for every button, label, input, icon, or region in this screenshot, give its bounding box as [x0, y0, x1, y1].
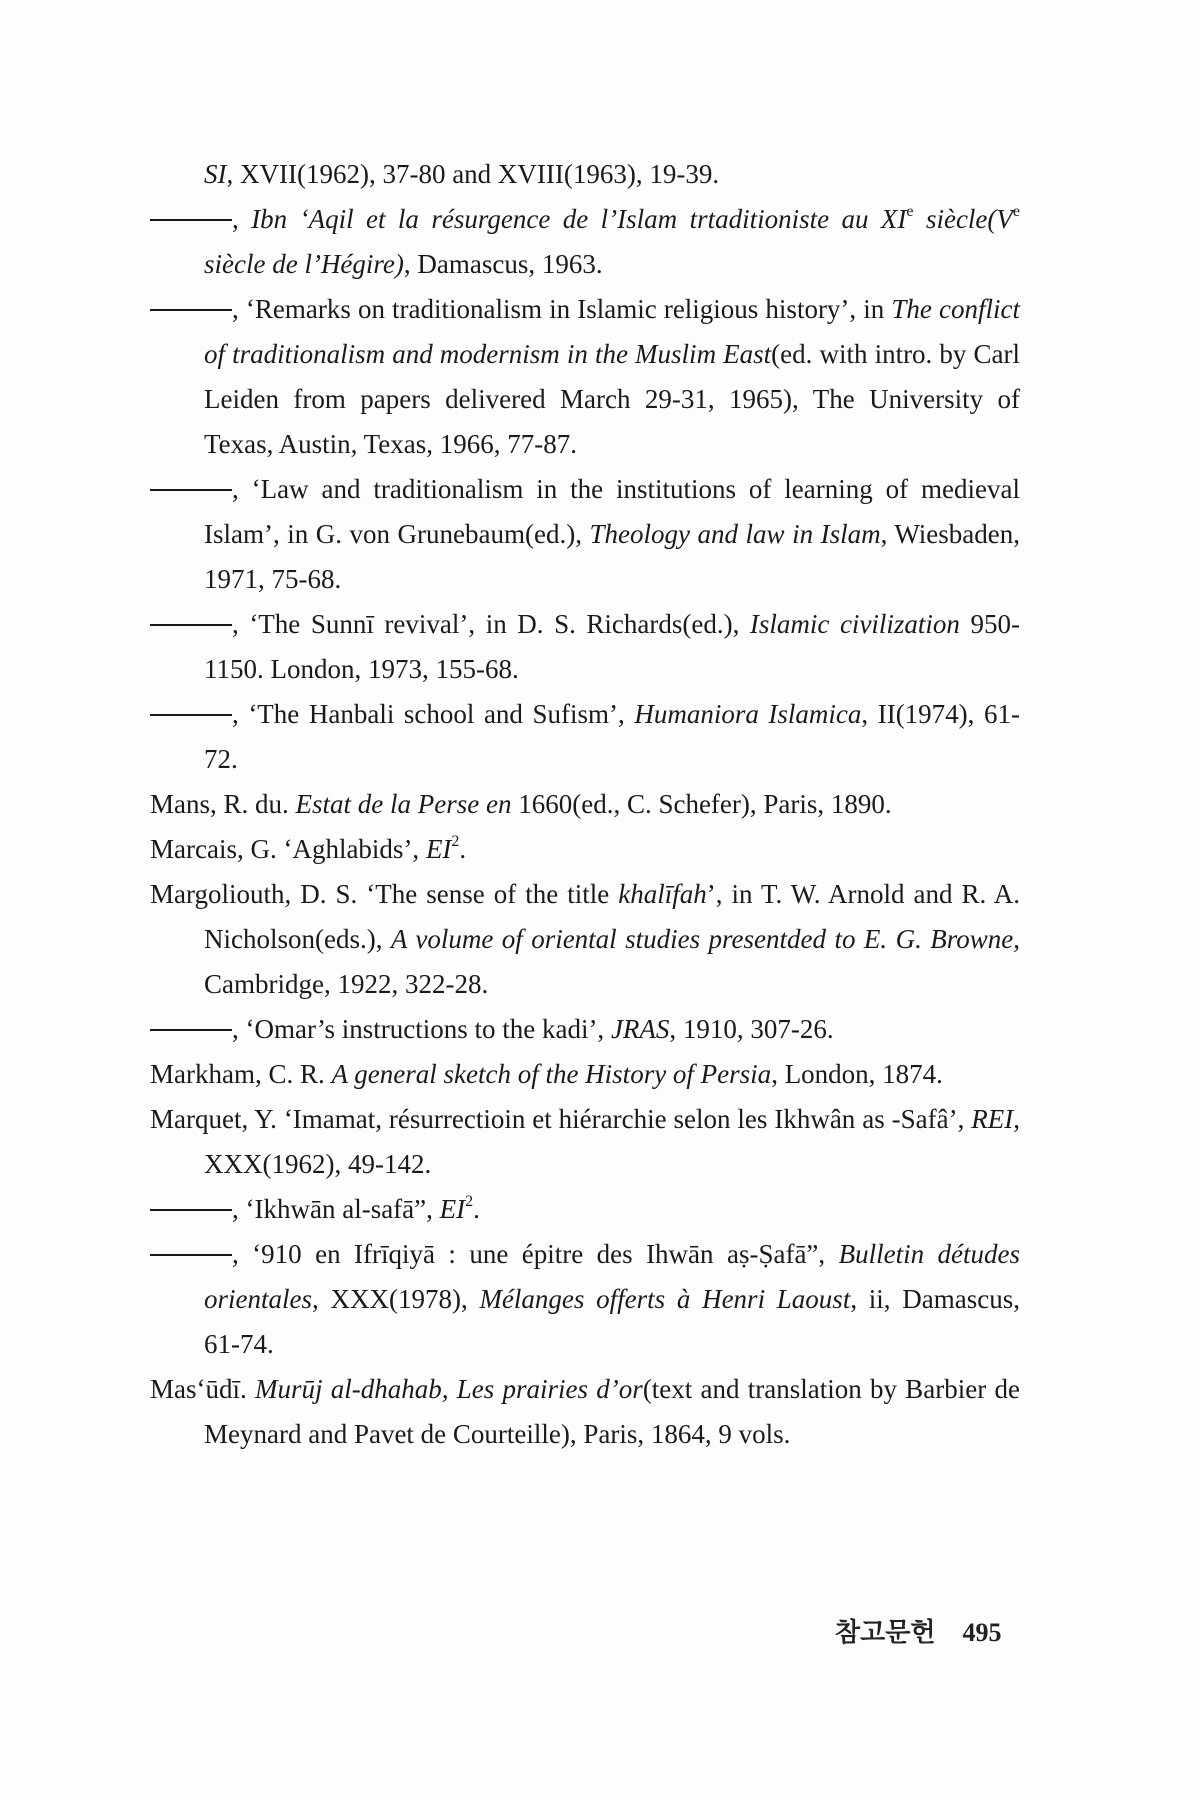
entry-text: ,	[232, 204, 252, 234]
italic-title: Estat de la Perse en	[295, 789, 512, 819]
entry-text: Margoliouth, D. S. ‘The sense of the title	[150, 879, 619, 909]
entry-text: , XXX(1978),	[312, 1284, 480, 1314]
entry-text: Marquet, Y. ‘Imamat, résurrectioin et hiérarchie selon les Ikhwân as -Safâ’,	[150, 1104, 972, 1134]
page-footer	[835, 1612, 1002, 1649]
entry-text: , 1910, 307-26.	[669, 1014, 834, 1044]
entry-text: , ii, Damascus, 61-74.	[204, 1284, 1020, 1359]
italic-title: Islamic civilization	[749, 609, 960, 639]
italic-title: REI	[971, 1104, 1014, 1134]
entry-text: (text and translation by Barbier de Meynard and Pavet de Courteille), Paris, 1864, 9 vols.	[204, 1374, 1020, 1449]
entry-text: 1660(ed., C. Schefer), Paris, 1890.	[511, 789, 892, 819]
ditto-dash	[150, 1209, 232, 1211]
italic-title: Theology and law in Islam	[589, 519, 881, 549]
bibliography-entry	[150, 692, 1020, 782]
bibliography-entry	[150, 1187, 1020, 1232]
entry-text: , ‘Ikhwān al-safā”,	[232, 1194, 440, 1224]
entry-text: ’, in T. W. Arnold and R. A. Nicholson(eds.),	[204, 879, 1021, 954]
entry-text: Mas‘ūdī.	[150, 1374, 256, 1404]
italic-title: SI	[204, 159, 227, 189]
entry-text: Markham, C. R.	[150, 1059, 332, 1089]
page-number: 495	[962, 1618, 1002, 1647]
italic-title: EI	[439, 1194, 466, 1224]
ditto-dash	[150, 309, 232, 311]
entry-text: Marcais, G. ‘Aghlabids’,	[150, 834, 426, 864]
entry-text: .	[459, 834, 467, 864]
ditto-dash	[150, 1254, 232, 1256]
bibliography-entry	[150, 1367, 1020, 1457]
entry-text: , II(1974), 61-72.	[204, 699, 1020, 774]
italic-title: siècle de l’Hégire)	[204, 249, 404, 279]
ditto-dash	[150, 219, 232, 221]
italic-title: JRAS	[610, 1014, 670, 1044]
superscript: e	[1012, 203, 1021, 220]
entry-text: .	[473, 1194, 480, 1224]
italic-title: The conflict of traditionalism and modernism in the Muslim East	[204, 294, 1020, 369]
bibliography-entry	[150, 827, 1020, 872]
ditto-dash	[150, 624, 232, 626]
entry-text: , London, 1874.	[771, 1059, 943, 1089]
bibliography-entry	[150, 872, 1020, 1007]
entry-text: , ‘Law and traditionalism in the institutions of learning of medieval Islam’, in G. von Grunebaum(ed.),	[204, 474, 1020, 549]
italic-title: EI	[425, 834, 452, 864]
entry-text: , XXX(1962), 49-142.	[204, 1104, 1020, 1179]
entry-text: , XVII(1962), 37-80 and XVIII(1963), 19-39.	[226, 159, 720, 189]
bibliography-entry	[150, 782, 1020, 827]
bibliography-entry	[150, 467, 1020, 602]
bibliography-entry	[150, 602, 1020, 692]
entry-text: , Damascus, 1963.	[403, 249, 603, 279]
bibliography-entry	[150, 197, 1020, 287]
ditto-dash	[150, 714, 232, 716]
italic-title: A general sketch of the History of Persia	[331, 1059, 772, 1089]
bibliography-entry	[150, 287, 1020, 467]
bibliography-entry	[150, 1052, 1020, 1097]
italic-title: siècle(V	[913, 204, 1013, 234]
bibliography-entry	[150, 1097, 1020, 1187]
ditto-dash	[150, 489, 232, 491]
superscript: 2	[451, 833, 460, 850]
entry-text: , ‘910 en Ifrīqiyā : une épitre des Ihwān aṣ-Ṣafā”,	[232, 1239, 839, 1269]
bibliography-entry	[150, 1007, 1020, 1052]
entry-text: , Cambridge, 1922, 322-28.	[204, 924, 1021, 999]
bibliography-page	[150, 152, 1020, 1457]
bibliography-entry	[150, 1232, 1020, 1367]
entry-text: , Wiesbaden, 1971, 75-68.	[204, 519, 1020, 594]
superscript: e	[906, 203, 914, 220]
entry-text: (ed. with intro. by Carl Leiden from papers delivered March 29-31, 1965), The University of Texas, Austin, Texas, 1966, 77-87.	[204, 339, 1020, 459]
entry-text: 950-1150. London, 1973, 155-68.	[204, 609, 1020, 684]
italic-title: khalīfah	[618, 879, 707, 909]
italic-title: Mélanges offerts à Henri Laoust	[479, 1284, 851, 1314]
italic-title: Bulletin détudes orientales	[204, 1239, 1020, 1314]
ditto-dash	[150, 1029, 232, 1031]
section-label: 참고문헌	[835, 1618, 936, 1648]
italic-title: Ibn ‘Aqil et la résurgence de l’Islam trtaditioniste au XI	[251, 204, 907, 234]
entry-text: , ‘Omar’s instructions to the kadi’,	[232, 1014, 611, 1044]
entry-text: Mans, R. du.	[150, 789, 296, 819]
bibliography-entry	[150, 152, 1020, 197]
entry-text: , ‘The Hanbali school and Sufism’,	[232, 699, 635, 729]
italic-title: Murūj al-dhahab, Les prairies d’or	[255, 1374, 643, 1404]
entry-text: , ‘Remarks on traditionalism in Islamic religious history’, in	[232, 294, 892, 324]
italic-title: A volume of oriental studies presentded to E. G. Browne	[390, 924, 1014, 954]
italic-title: Humaniora Islamica	[634, 699, 862, 729]
entry-text: , ‘The Sunnī revival’, in D. S. Richards(ed.),	[232, 609, 750, 639]
superscript: 2	[465, 1193, 474, 1210]
